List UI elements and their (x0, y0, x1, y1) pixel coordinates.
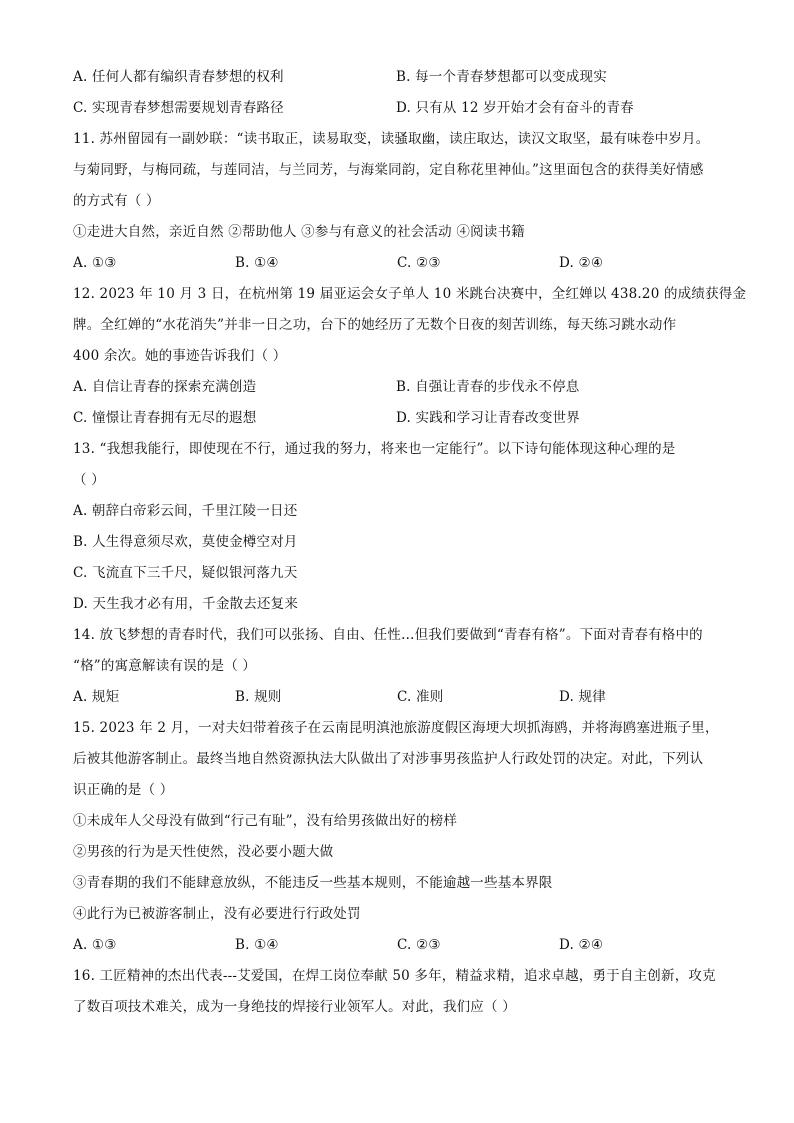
text-line: 了数百项技术难关，成为一身绝技的焊接行业领军人。对此，我们应（ ） (73, 999, 516, 1015)
options-row (73, 93, 733, 124)
option-item: B. ①④ (235, 937, 279, 953)
option-item: C. 准则 (397, 689, 444, 705)
option-item: B. 每一个青春梦想都可以变成现实 (396, 69, 607, 85)
option-item: D. ②④ (559, 937, 604, 953)
exam-page (73, 62, 747, 1023)
text-line: 15. 2023 年 2 月，一对夫妇带着孩子在云南昆明滇池旅游度假区海埂大坝抓海鸥，并将海鸥塞进瓶子里， (73, 720, 719, 736)
option-item: D. 实践和学习让青春改变世界 (396, 410, 580, 426)
option-item: A. 任何人都有编织青春梦想的权利 (73, 69, 284, 85)
text-line: ①走进大自然，亲近自然 ②帮助他人 ③参与有意义的社会活动 ④阅读书籍 (73, 224, 525, 240)
text-line: ②男孩的行为是天性使然，没必要小题大做 (73, 844, 334, 860)
text-line: 后被其他游客制止。最终当地自然资源执法大队做出了对涉事男孩监护人行政处罚的决定。对此，下列认 (73, 751, 704, 767)
option-item: A. 自信让青春的探索充满创造 (73, 379, 257, 395)
text-line: C. 飞流直下三千尺，疑似银河落九天 (73, 565, 298, 581)
text-line: 与菊同野，与梅同疏，与莲同洁，与兰同芳，与海棠同韵，定自称花里神仙。”这里面包含的获得美好情感 (73, 162, 704, 178)
options-row (73, 403, 733, 434)
option-item: B. 自强让青春的步伐永不停息 (396, 379, 580, 395)
options-row (73, 248, 733, 279)
text-line: “格”的寓意解读有误的是（ ） (73, 658, 257, 674)
option-item: B. ①④ (235, 255, 279, 271)
text-line: 12. 2023 年 10 月 3 日，在杭州第 19 届亚运会女子单人 10 米跳台决赛中，全红婵以 438.20 的成绩获得金 (73, 286, 747, 302)
text-line: 牌。全红婵的“水花消失”并非一日之功，台下的她经历了无数个日夜的刻苦训练，每天练习跳水动作 (73, 317, 677, 333)
text-line: 13. “我想我能行，即使现在不行，通过我的努力，将来也一定能行”。以下诗句能体现这种心理的是 (73, 441, 676, 457)
text-line: 11. 苏州留园有一副妙联：“读书取正，读易取变，读骚取幽，读庄取达，读汉文取坚，最有味卷中岁月。 (73, 131, 710, 147)
options-row (73, 930, 733, 961)
option-item: C. ②③ (397, 255, 441, 271)
text-line: ①未成年人父母没有做到“行己有耻”，没有给男孩做出好的榜样 (73, 813, 458, 829)
options-row (73, 62, 733, 93)
text-line: 的方式有（ ） (73, 193, 160, 209)
text-line: ③青春期的我们不能肆意放纵，不能违反一些基本规则，不能逾越一些基本界限 (73, 875, 553, 891)
option-item: C. 实现青春梦想需要规划青春路径 (73, 100, 284, 116)
text-line: （ ） (73, 472, 105, 488)
option-item: D. 只有从 12 岁开始才会有奋斗的青春 (396, 100, 634, 116)
text-line: 识正确的是（ ） (73, 782, 174, 798)
text-line: 16. 工匠精神的杰出代表---艾爱国，在焊工岗位奉献 50 多年，精益求精，追求卓越，勇于自主创新，攻克 (73, 968, 716, 984)
options-row (73, 372, 733, 403)
option-item: B. 规则 (235, 689, 282, 705)
option-item: A. ①③ (73, 255, 117, 271)
text-line: ④此行为已被游客制止，没有必要进行行政处罚 (73, 906, 361, 922)
option-item: D. ②④ (559, 255, 604, 271)
option-item: A. 规矩 (73, 689, 120, 705)
text-line: A. 朝辞白帝彩云间，千里江陵一日还 (73, 503, 298, 519)
option-item: D. 规律 (559, 689, 606, 705)
option-item: C. ②③ (397, 937, 441, 953)
option-item: C. 憧憬让青春拥有无尽的遐想 (73, 410, 257, 426)
options-row (73, 682, 733, 713)
text-line: 400 余次。她的事迹告诉我们（ ） (73, 348, 287, 364)
text-line: B. 人生得意须尽欢，莫使金樽空对月 (73, 534, 298, 550)
text-line: 14. 放飞梦想的青春时代，我们可以张扬、自由、任性…但我们要做到“青春有格”。下面对青春有格中的 (73, 627, 703, 643)
text-line: D. 天生我才必有用，千金散去还复来 (73, 596, 299, 612)
option-item: A. ①③ (73, 937, 117, 953)
